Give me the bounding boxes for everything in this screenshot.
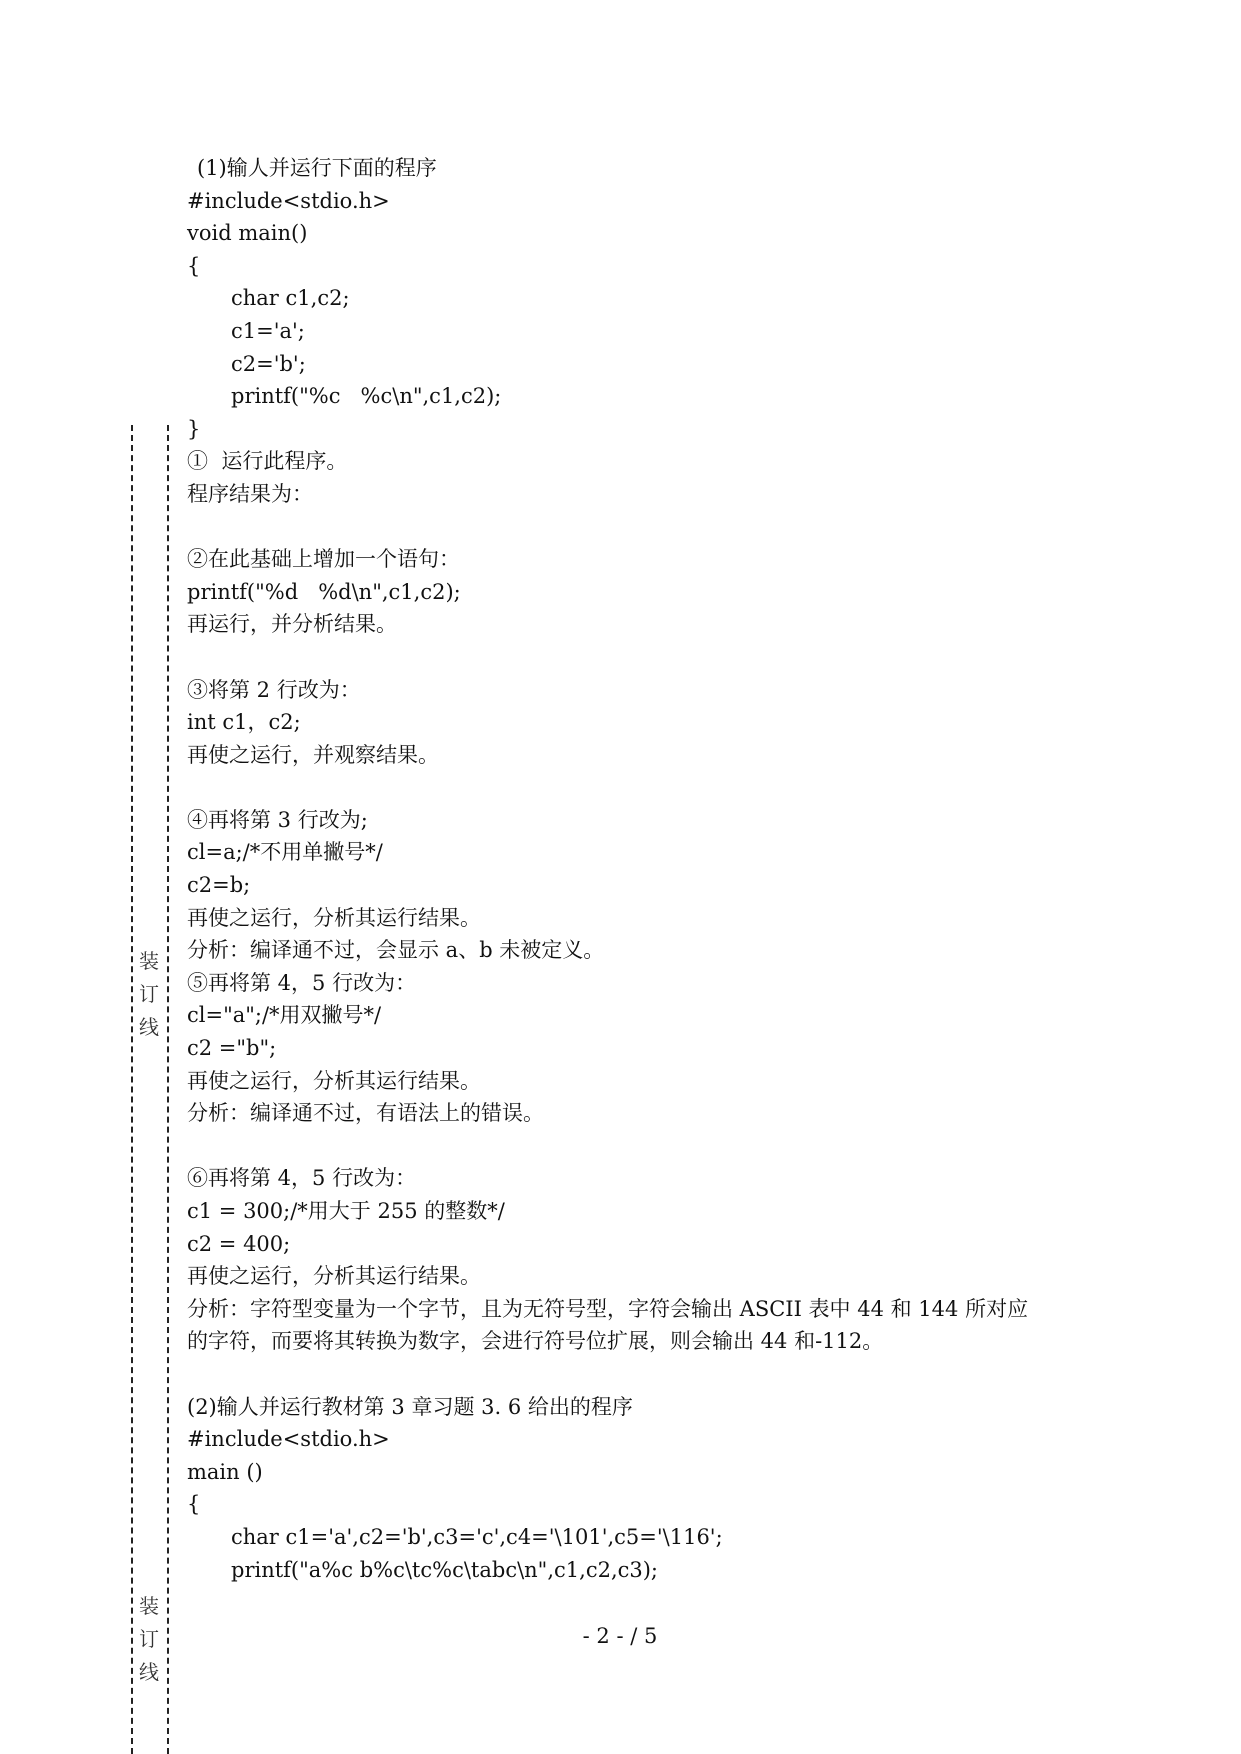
step-heading: ②在此基础上增加一个语句： — [187, 547, 460, 572]
binding-label-char: 装 — [139, 949, 159, 973]
code-line: c2 = 400; — [187, 1231, 291, 1256]
code-line: c2=b; — [187, 873, 251, 898]
code-line: #include<stdio.h> — [187, 1427, 390, 1452]
code-line: main () — [187, 1459, 263, 1484]
code-line: printf("%d %d\n",c1,c2); — [187, 579, 461, 604]
analysis-line: 的字符，而要将其转换为数字，会进行符号位扩展，则会输出 44 和-112。 — [187, 1329, 884, 1354]
step-heading: ① 运行此程序。 — [187, 449, 348, 474]
binding-label-char: 订 — [139, 1627, 159, 1651]
code-line: cl="a";/*用双撇号*/ — [187, 1003, 382, 1028]
binding-label-char: 订 — [139, 982, 159, 1006]
code-line: c2 ="b"; — [187, 1036, 277, 1061]
blank-line — [187, 641, 1087, 674]
step-heading: ⑤再将第 4，5 行改为： — [187, 970, 417, 995]
analysis-line: 分析：编译通不过，会显示 a、b 未被定义。 — [187, 938, 605, 963]
binding-label-char: 线 — [139, 1660, 159, 1684]
document-body — [187, 152, 1087, 1586]
section-heading: (1)输人并运行下面的程序 — [197, 156, 437, 180]
code-line: { — [187, 253, 201, 278]
blank-line — [187, 511, 1087, 544]
code-line: printf("a%c b%c\tc%c\tabc\n",c1,c2,c3); — [231, 1557, 659, 1582]
code-line: char c1,c2; — [231, 286, 350, 311]
code-line: c1='a'; — [231, 318, 305, 343]
code-line: #include<stdio.h> — [187, 188, 390, 213]
blank-line — [187, 1358, 1087, 1391]
analysis-line: 分析：字符型变量为一个字节，且为无符号型，字符会输出 ASCII 表中 44 和 144 所对应 — [187, 1296, 1029, 1321]
text-line: 再使之运行，并观察结果。 — [187, 742, 439, 767]
binding-line-inner — [167, 425, 169, 1754]
code-line: int c1，c2; — [187, 710, 301, 735]
binding-label-char: 线 — [139, 1015, 159, 1039]
binding-label-bottom — [136, 1590, 162, 1689]
code-line: c1 = 300;/*用大于 255 的整数*/ — [187, 1199, 505, 1223]
step-heading: ③将第 2 行改为： — [187, 677, 361, 702]
code-line: void main() — [187, 221, 308, 246]
page-number: - 2 - / 5 — [582, 1624, 658, 1648]
binding-label-top — [136, 945, 162, 1044]
code-line: } — [187, 416, 201, 441]
binding-line-outer — [131, 425, 133, 1754]
code-line: c2='b'; — [231, 351, 306, 376]
text-line: 再使之运行，分析其运行结果。 — [187, 1068, 481, 1093]
section-heading: (2)输人并运行教材第 3 章习题 3. 6 给出的程序 — [187, 1394, 633, 1419]
analysis-line: 分析：编译通不过，有语法上的错误。 — [187, 1101, 544, 1126]
code-line: char c1='a',c2='b',c3='c',c4='\101',c5='\116'; — [231, 1524, 723, 1549]
step-heading: ⑥再将第 4，5 行改为： — [187, 1166, 417, 1191]
binding-label-char: 装 — [139, 1594, 159, 1618]
code-line: cl=a;/*不用单撇号*/ — [187, 840, 383, 865]
code-line: { — [187, 1492, 201, 1517]
blank-line — [187, 771, 1087, 804]
step-heading: ④再将第 3 行改为; — [187, 807, 368, 832]
text-line: 程序结果为： — [187, 481, 313, 506]
code-line: printf("%c %c\n",c1,c2); — [231, 384, 502, 409]
text-line: 再使之运行，分析其运行结果。 — [187, 905, 481, 930]
blank-line — [187, 1130, 1087, 1163]
text-line: 再使之运行，分析其运行结果。 — [187, 1264, 481, 1289]
text-line: 再运行，并分析结果。 — [187, 612, 397, 637]
